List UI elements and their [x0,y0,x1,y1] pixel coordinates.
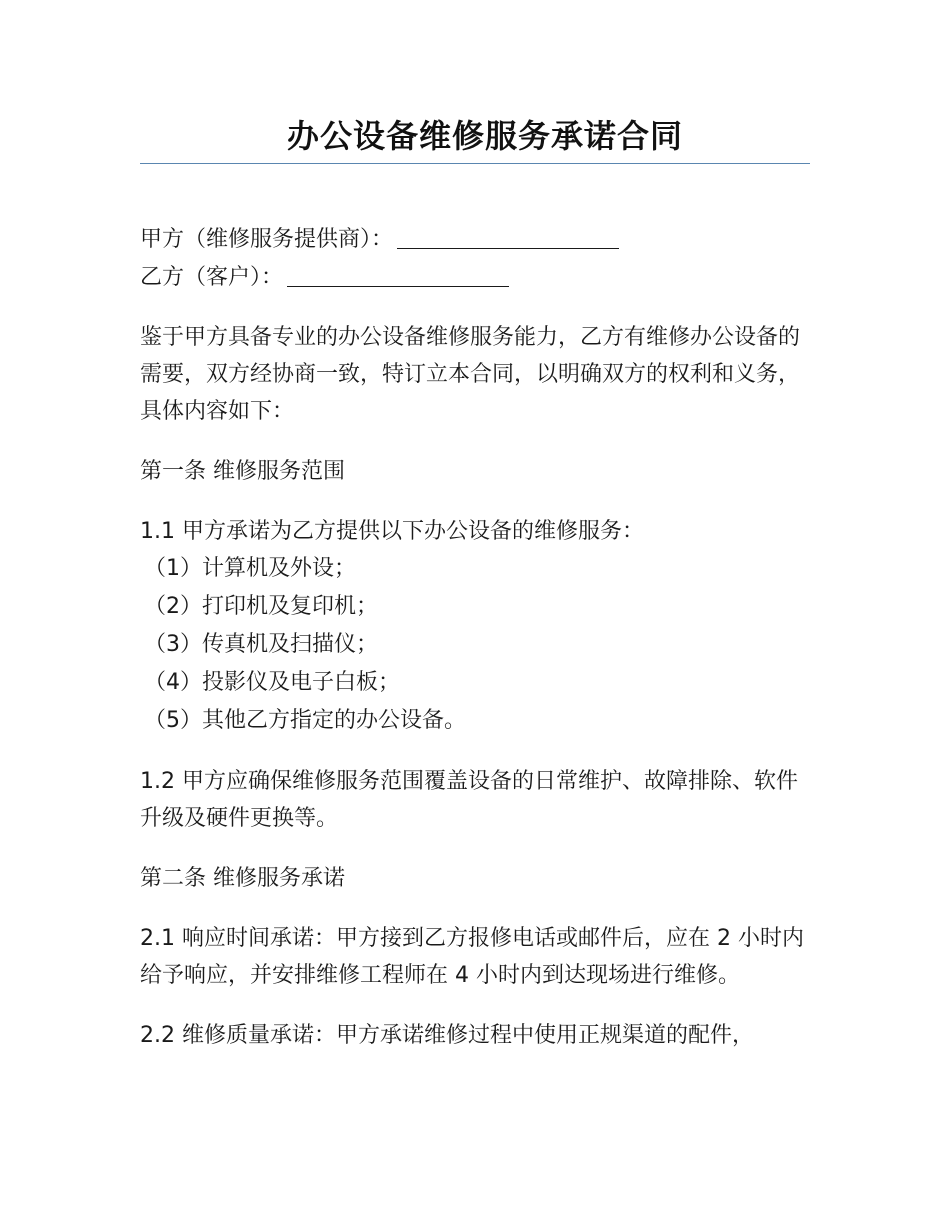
party-a-label: 甲方（维修服务提供商）： [140,227,394,252]
party-a-blank [397,220,619,249]
clause-2-1: 2.1 响应时间承诺：甲方接到乙方报修电话或邮件后，应在 2 小时内给予响应，并安排维修工程师在 4 小时内到达现场进行维修。 [140,926,804,988]
party-a-line [140,220,810,258]
party-b-line [140,258,810,296]
parties-block [140,220,810,296]
list-item: （5）其他乙方指定的办公设备。 [144,708,466,733]
article-2-heading: 第二条 维修服务承诺 [140,866,345,891]
list-item: （3）传真机及扫描仪； [144,632,378,657]
clause-1-1-block [140,513,810,740]
party-b-blank [287,258,509,287]
list-item: （2）打印机及复印机； [144,594,378,619]
list-item: （4）投影仪及电子白板； [144,670,400,695]
clause-1-2: 1.2 甲方应确保维修服务范围覆盖设备的日常维护、故障排除、软件升级及硬件更换等。 [140,769,798,831]
article-1-heading: 第一条 维修服务范围 [140,459,345,484]
party-b-label: 乙方（客户）： [140,265,284,290]
title-underline [140,163,810,164]
document-title: 办公设备维修服务承诺合同 [286,117,683,155]
intro-paragraph: 鉴于甲方具备专业的办公设备维修服务能力，乙方有维修办公设备的需要，双方经协商一致，特订立本合同，以明确双方的权利和义务，具体内容如下： [140,325,801,424]
document-page [140,0,810,1054]
clause-2-2: 2.2 维修质量承诺：甲方承诺维修过程中使用正规渠道的配件， [140,1023,754,1048]
list-item: （1）计算机及外设； [144,556,356,581]
clause-1-1: 1.1 甲方承诺为乙方提供以下办公设备的维修服务： [140,519,644,544]
